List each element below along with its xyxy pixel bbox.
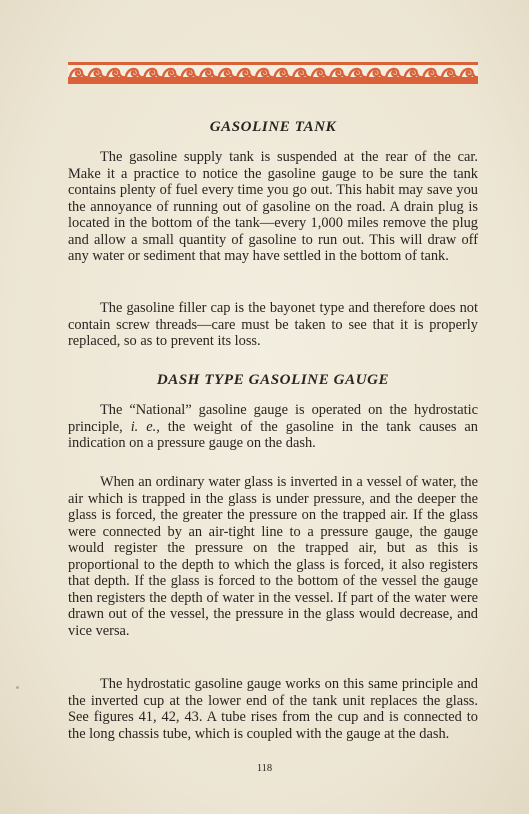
decorative-wave-border (68, 62, 478, 84)
heading-dash-gauge: DASH TYPE GASOLINE GAUGE (156, 372, 390, 388)
paragraph-filler-cap: The gasoline filler cap is the bayonet type and therefore does not contain screw threads—care must be taken to see that it is properly replaced, so as to prevent its loss. (68, 300, 478, 349)
text-segment: the weight of the gasoline in the tank causes an indication on a pressure gauge on the dash. (68, 418, 479, 451)
wave-scroll (70, 69, 478, 77)
italic-ie: i. e., (130, 418, 160, 435)
paragraph-hydrostatic: The hydrostatic gasoline gauge works on this same principle and the inverted cup at the lower end of the tank unit replaces the glass. See figures 41, 42, 43. A tube rises from the cup and is connected to the long chassis tube, which is coupled with the gauge at the dash. (68, 676, 478, 742)
paper-speck (16, 686, 19, 689)
page-number: 118 (256, 763, 273, 774)
text-segment: The “National” gasoline gauge is operated on the hydrostatic principle, (68, 402, 478, 435)
paragraph-supply-tank: The gasoline supply tank is suspended at the rear of the car. Make it a practice to notice the gasoline gauge to be sure the tank contains plenty of fuel every time you go out. This habit may save you the annoyance of running out of gasoline on the road. A drain plug is located in the bottom of the tank—every 1,000 miles remove the plug and allow a small quantity of gasoline to run out. This will draw off any water or sediment that may have settled in the bottom of tank. (68, 149, 478, 264)
paragraph-water-glass: When an ordinary water glass is inverted in a vessel of water, the air which is trapped in the glass is under pressure, and the deeper the glass is forced, the greater the pressure on the trapped air. If the glass were connected by an air-tight line to a pressure gauge, the gauge would register the pressure on the trapped air, but as this is proportional to the depth to which the glass is forced, it also registers that depth. If the glass is forced to the bottom of the vessel the gauge then registers the depth of water in the vessel. If part of the water were drawn out of the vessel, the pressure in the glass would decrease, and vice versa. (68, 474, 478, 639)
heading-gasoline-tank: GASOLINE TANK (209, 119, 337, 135)
wave-baseline (68, 77, 478, 81)
paragraph-national-gauge (68, 402, 478, 452)
wave-ornament-icon (68, 65, 478, 81)
